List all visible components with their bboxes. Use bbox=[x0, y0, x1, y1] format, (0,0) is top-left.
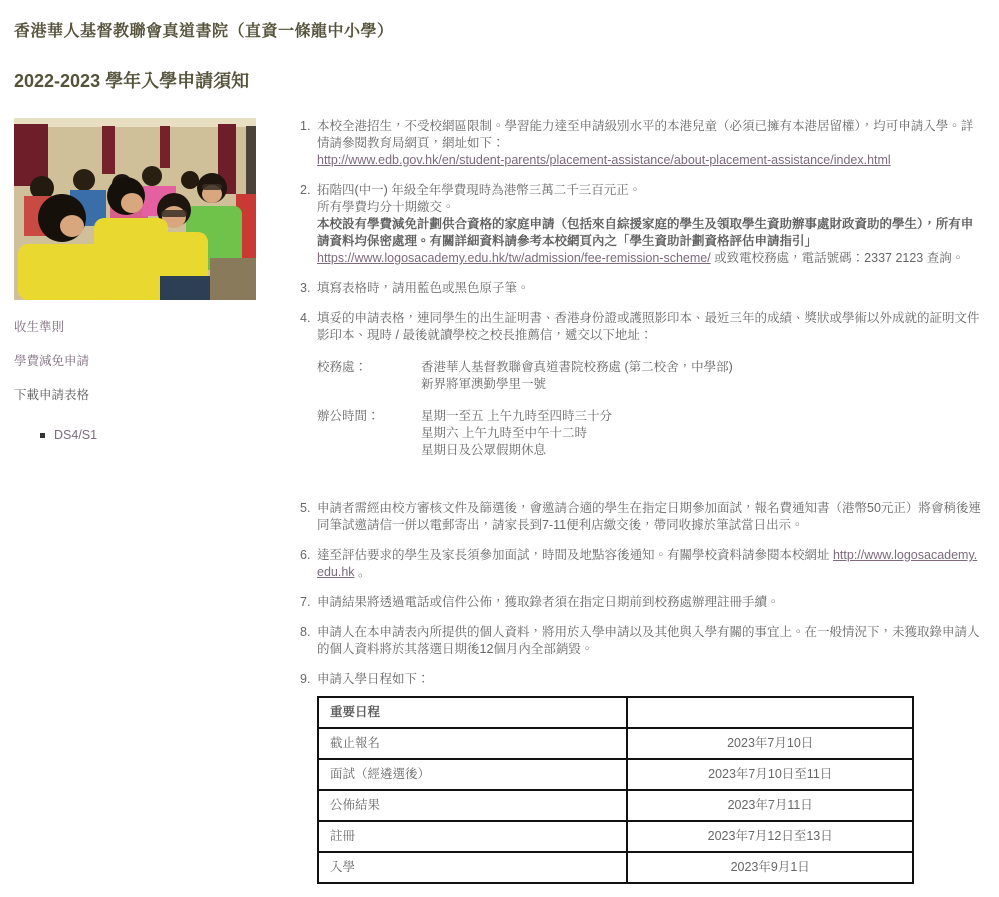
notice-item-number: 6. bbox=[300, 548, 311, 562]
notice-item-body bbox=[317, 547, 983, 581]
text-link[interactable]: http://www.logosacademy.edu.hk bbox=[317, 548, 978, 579]
schedule-row bbox=[318, 852, 913, 883]
notice-text: 本校全港招生，不受校網區限制。學習能力達至申請級別水平的本港兒童（必須已擁有本港居留權），均可申請入學。詳情請參閱教育局網頁，網址如下： bbox=[317, 119, 974, 150]
sidebar-link-0[interactable]: 收生準則 bbox=[14, 320, 65, 334]
address-line: 香港華人基督教聯會真道書院校務處 (第二校舍，中學部) bbox=[421, 360, 733, 374]
schedule-row bbox=[318, 728, 913, 759]
notice-item-4 bbox=[300, 310, 983, 487]
notice-text: 填寫表格時，請用藍色或黑色原子筆。 bbox=[317, 281, 530, 295]
schedule-table bbox=[317, 696, 914, 884]
notice-text: 。 bbox=[354, 565, 371, 579]
notice-item-body bbox=[317, 182, 983, 267]
notice-item-number: 7. bbox=[300, 595, 311, 609]
notice-text: 申請者需經由校方審核文件及篩選後，會邀請合適的學生在指定日期參加面試，報名費通知書（港幣50元正）將會稍後連同筆試邀請信一併以電郵寄出，請家長到7-11便利店繳交後，帶同收據於筆試當日出示。 bbox=[317, 501, 981, 532]
schedule-header-row bbox=[318, 697, 913, 728]
schedule-header-cell: 重要日程 bbox=[318, 697, 627, 728]
sidebar-link-2[interactable]: 下載申請表格 bbox=[14, 388, 90, 402]
schedule-date-cell: 2023年7月10日至11日 bbox=[627, 759, 913, 790]
address-values bbox=[421, 408, 612, 459]
notice-item-number: 9. bbox=[300, 672, 311, 686]
notice-item-body bbox=[317, 500, 983, 534]
notice-text-bold: 本校設有學費減免計劃供合資格的家庭申請（包括來自綜援家庭的學生及領取學生資助辦事處財政資助的學生），所有申請資料均保密處理。有關詳細資料請參考本校網頁內之「學生資助計劃資格評估申請指引」 bbox=[317, 217, 974, 248]
notice-item-body bbox=[317, 280, 983, 297]
address-line: 星期六 上午九時至中午十二時 bbox=[421, 426, 587, 440]
address-label: 辦公時間： bbox=[317, 409, 380, 423]
schedule-row bbox=[318, 790, 913, 821]
notice-item-body bbox=[317, 624, 983, 658]
page-title: 香港華人基督教聯會真道書院（直資一條龍中小學） bbox=[14, 23, 394, 40]
schedule-event-cell: 公佈結果 bbox=[318, 790, 627, 821]
notice-text: 申請入學日程如下： bbox=[317, 672, 430, 686]
sidebar-link-1[interactable]: 學費減免申請 bbox=[14, 354, 90, 368]
schedule-row bbox=[318, 759, 913, 790]
notice-text: 申請結果將透過電話或信件公佈，獲取錄者須在指定日期前到校務處辦理註冊手續。 bbox=[317, 595, 780, 609]
notice-item-9 bbox=[300, 671, 983, 884]
students-photo-illustration bbox=[14, 118, 256, 300]
notice-item-number: 2. bbox=[300, 183, 311, 197]
notice-text: 所有學費均分十期繳交。 bbox=[317, 200, 455, 214]
notice-item-body bbox=[317, 118, 983, 169]
schedule-date-cell: 2023年7月11日 bbox=[627, 790, 913, 821]
sidebar-form-link-0[interactable]: DS4/S1 bbox=[54, 428, 98, 442]
notice-text: 達至評估要求的學生及家長須參加面試，時間及地點容後通知。有關學校資料請參閱本校網址 bbox=[317, 548, 833, 562]
notice-item-3 bbox=[300, 280, 983, 297]
address-values bbox=[421, 359, 733, 393]
text-link[interactable]: https://www.logosacademy.edu.hk/tw/admission/fee-remission-scheme/ bbox=[317, 251, 711, 265]
notice-item-body bbox=[317, 671, 983, 884]
notice-item-2 bbox=[300, 182, 983, 267]
notice-item-body bbox=[317, 310, 983, 487]
notice-text: 申請人在本申請表內所提供的個人資料，將用於入學申請以及其他與入學有關的事宜上。在一般情況下，未獲取錄申請人的個人資料將於其落選日期後12個月內全部銷毀。 bbox=[317, 625, 980, 656]
address-block bbox=[317, 359, 983, 459]
notice-item-8 bbox=[300, 624, 983, 658]
address-line: 星期一至五 上午九時至四時三十分 bbox=[421, 409, 612, 423]
notice-main bbox=[300, 118, 985, 897]
content bbox=[14, 118, 985, 897]
sidebar bbox=[14, 118, 300, 897]
notice-item-number: 3. bbox=[300, 281, 311, 295]
notice-item-6 bbox=[300, 547, 983, 581]
notice-item-number: 4. bbox=[300, 311, 311, 325]
notice-item-5 bbox=[300, 500, 983, 534]
students-photo bbox=[14, 118, 256, 300]
schedule-date-cell: 2023年9月1日 bbox=[627, 852, 913, 883]
schedule-event-cell: 註冊 bbox=[318, 821, 627, 852]
notice-item-number: 8. bbox=[300, 625, 311, 639]
address-label: 校務處： bbox=[317, 360, 368, 374]
schedule-header-cell bbox=[627, 697, 913, 728]
sidebar-form-item bbox=[40, 428, 300, 442]
address-row-0 bbox=[317, 359, 983, 393]
notice-list bbox=[300, 118, 983, 884]
schedule-event-cell: 入學 bbox=[318, 852, 627, 883]
schedule-date-cell: 2023年7月12日至13日 bbox=[627, 821, 913, 852]
notice-text: 填妥的申請表格，連同學生的出生証明書、香港身份證或護照影印本、最近三年的成績、獎狀或學術以外成就的証明文件影印本、現時 / 最後就讀學校之校長推薦信，遞交以下地址： bbox=[317, 311, 980, 342]
notice-item-number: 1. bbox=[300, 119, 311, 133]
notice-item-1 bbox=[300, 118, 983, 169]
address-line: 星期日及公眾假期休息 bbox=[421, 443, 547, 457]
schedule-date-cell: 2023年7月10日 bbox=[627, 728, 913, 759]
sidebar-nav bbox=[14, 320, 300, 442]
notice-item-7 bbox=[300, 594, 983, 611]
notice-text: 或致電校務處，電話號碼：2337 2123 查詢。 bbox=[710, 251, 965, 265]
schedule-event-cell: 截止報名 bbox=[318, 728, 627, 759]
notice-item-body bbox=[317, 594, 983, 611]
schedule-event-cell: 面試（經遴選後） bbox=[318, 759, 627, 790]
bullet-icon bbox=[40, 433, 45, 438]
address-row-1 bbox=[317, 408, 983, 459]
notice-text: 拓階四(中一) 年級全年學費現時為港幣三萬二千三百元正。 bbox=[317, 183, 642, 197]
notice-item-number: 5. bbox=[300, 501, 311, 515]
text-link[interactable]: http://www.edb.gov.hk/en/student-parents/placement-assistance/about-placement-assistance/index.html bbox=[317, 153, 891, 167]
schedule-row bbox=[318, 821, 913, 852]
address-line: 新界將軍澳勤學里一號 bbox=[421, 377, 547, 391]
page-subtitle: 2022-2023 學年入學申請須知 bbox=[14, 71, 250, 91]
